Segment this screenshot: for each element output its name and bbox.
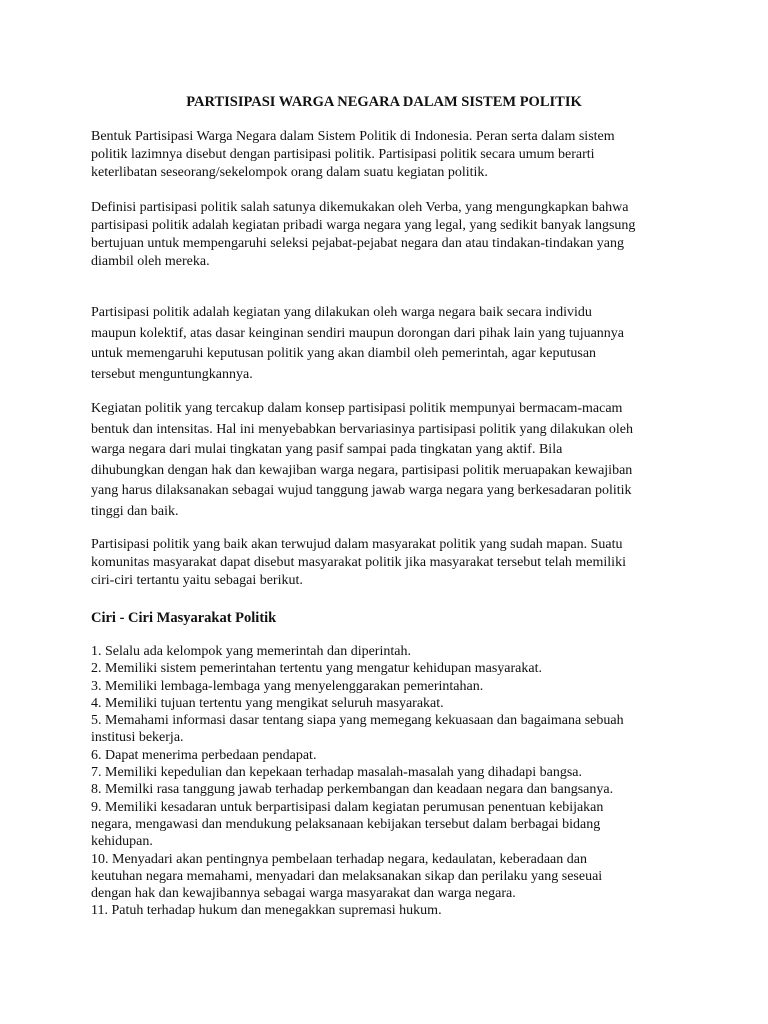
list-item: 5. Memahami informasi dasar tentang siapa yang memegang kekuasaan dan bagaimana sebuah [91, 713, 624, 729]
document-title: PARTISIPASI WARGA NEGARA DALAM SISTEM POLITIK [186, 94, 582, 110]
paragraph-line: politik lazimnya disebut dengan partisipasi politik. Partisipasi politik secara umum berarti [91, 147, 595, 162]
list-item: 8. Memilki rasa tanggung jawab terhadap perkembangan dan keadaan negara dan bangsanya. [91, 782, 614, 798]
list-item: 11. Patuh terhadap hukum dan menegakkan supremasi hukum. [91, 903, 442, 919]
paragraph-line: tersebut menguntungkannya. [91, 366, 253, 382]
paragraph-line: Definisi partisipasi politik salah satunya dikemukakan oleh Verba, yang mengungkapkan bahwa [91, 200, 629, 215]
list-item: 2. Memiliki sistem pemerintahan tertentu yang mengatur kehidupan masyarakat. [91, 661, 542, 677]
paragraph-line: maupun kolektif, atas dasar keinginan sendiri maupun dorongan dari pihak lain yang tujuannya [91, 325, 625, 341]
list-item: 6. Dapat menerima perbedaan pendapat. [91, 747, 317, 763]
paragraph-line: Partisipasi politik yang baik akan terwujud dalam masyarakat politik yang sudah mapan. Suatu [91, 537, 623, 552]
paragraph-activities [91, 399, 691, 522]
paragraph-intro [91, 128, 691, 182]
list-item: 9. Memiliki kesadaran untuk berpartisipasi dalam kegiatan perumusan penentuan kebijakan [91, 799, 604, 815]
list-item: dengan hak dan kewajibannya sebagai warga masyarakat dan warga negara. [91, 886, 516, 902]
paragraph-line: untuk memengaruhi keputusan politik yang akan diambil oleh pemerintah, agar keputusan [91, 346, 597, 361]
list-item: 3. Memiliki lembaga-lembaga yang menyelenggarakan pemerintahan. [91, 678, 484, 694]
paragraph-line: keterlibatan seseorang/sekelompok orang dalam suatu kegiatan politik. [91, 165, 488, 180]
paragraph-line: Bentuk Partisipasi Warga Negara dalam Sistem Politik di Indonesia. Peran serta dalam sistem [91, 129, 615, 144]
list-item: kehidupan. [91, 834, 153, 850]
paragraph-line: Kegiatan politik yang tercakup dalam konsep partisipasi politik mempunyai bermacam-macam [91, 401, 623, 416]
paragraph-society [91, 536, 691, 590]
paragraph-meaning [91, 303, 691, 385]
paragraph-line: bentuk dan intensitas. Hal ini menyebabkan bervariasinya partisipasi politik yang dilakukan oleh [91, 421, 633, 437]
paragraph-line: bertujuan untuk mempengaruhi seleksi pejabat-pejabat negara dan atau tindakan-tindakan yang [91, 236, 624, 251]
paragraph-line: diambil oleh mereka. [91, 254, 210, 269]
paragraph-line: Partisipasi politik adalah kegiatan yang dilakukan oleh warga negara baik secara individu [91, 305, 592, 320]
list-item: 10. Menyadari akan pentingnya pembelaan terhadap negara, kedaulatan, keberadaan dan [91, 851, 587, 867]
list-item: 1. Selalu ada kelompok yang memerintah dan diperintah. [91, 644, 411, 659]
paragraph-definition [91, 199, 691, 271]
characteristics-list [91, 643, 624, 920]
paragraph-line: warga negara dari mulai tingkatan yang pasif sampai pada tingkatan yang aktif. Bila [91, 442, 563, 457]
paragraph-line: partisipasi politik adalah kegiatan pribadi warga negara yang legal, yang sedikit banyak langsung [91, 218, 636, 233]
paragraph-line: komunitas masyarakat dapat disebut masyarakat politik jika masyarakat tersebut telah memiliki [91, 555, 626, 570]
list-item: keutuhan negara memahami, menyadari dan melaksanakan sikap dan perilaku yang seseuai [91, 868, 603, 884]
list-item: 4. Memiliki tujuan tertentu yang mengikat seluruh masyarakat. [91, 695, 444, 711]
list-item: 7. Memiliki kepedulian dan kepekaan terhadap masalah-masalah yang dihadapi bangsa. [91, 765, 582, 781]
section-heading: Ciri - Ciri Masyarakat Politik [91, 610, 277, 626]
paragraph-line: ciri-ciri tertantu yaitu sebagai berikut. [91, 573, 303, 588]
list-item: institusi bekerja. [91, 730, 184, 746]
paragraph-line: dihubungkan dengan hak dan kewajiban warga negara, partisipasi politik meruapakan kewajiban [91, 462, 633, 478]
paragraph-line: yang harus dilaksanakan sebagai wujud tanggung jawab warga negara yang berkesadaran politik [91, 483, 632, 498]
paragraph-line: tinggi dan baik. [91, 503, 179, 519]
list-item: negara, mengawasi dan mendukung pelaksanaan kebijakan tersebut dalam berbagai bidang [91, 816, 601, 832]
